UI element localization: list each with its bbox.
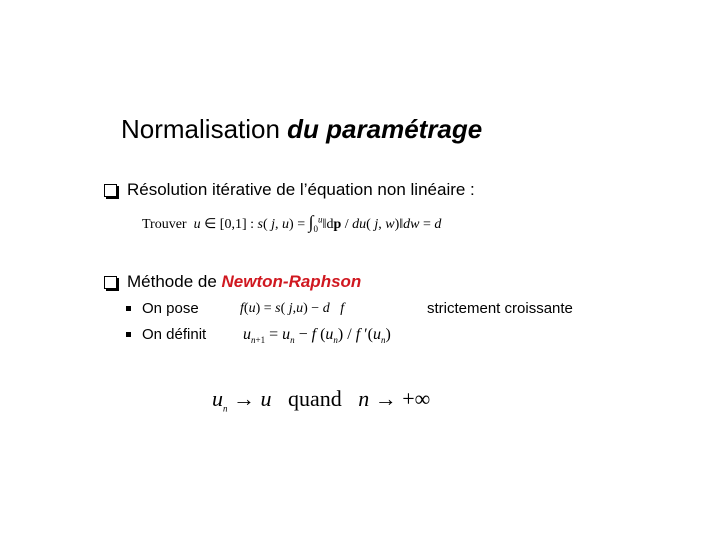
sub-bullet-on-definit [126,326,206,343]
convergence-statement: $u_n \to u$ quand n → +∞ [212,386,431,414]
on-pose-label: On pose [142,300,199,317]
strictement-croissante-text: strictement croissante [427,300,573,317]
equation-f-of-u: f(u) = s( j,u) − d f [240,301,345,316]
checkbox-bullet-icon [104,276,117,289]
equation-prefix: Trouver [142,217,187,232]
square-bullet-icon [126,332,131,337]
equation-newton-iteration: $u_{n+1} = u_n - f$ $(u_n)$ / f $'(u_n)$ [243,326,391,346]
bullet-newton-text: Méthode de [127,272,217,291]
on-definit-label: On définit [142,326,207,343]
checkbox-bullet-icon [104,184,117,197]
quand-word: quand [288,386,342,411]
bullet-resolution [104,180,475,200]
title-part1: Normalisation [121,114,288,144]
sub-bullet-on-pose [126,300,199,317]
equation-body: u ∈ [0,1] : s( j, $u) = \int_0^u‖dp / du$( j, w)‖dw = d [193,212,442,234]
slide-title [121,114,482,145]
strictly-increasing-label [427,300,573,317]
bullet-resolution-text: Résolution itérative de l’équation non linéaire : [127,180,475,199]
title-part2: du paramétrage [287,114,483,144]
square-bullet-icon [126,306,131,311]
bullet-newton [104,272,361,292]
newton-raphson-label: Newton-Raphson [221,272,362,291]
equation-find-u [142,212,441,234]
